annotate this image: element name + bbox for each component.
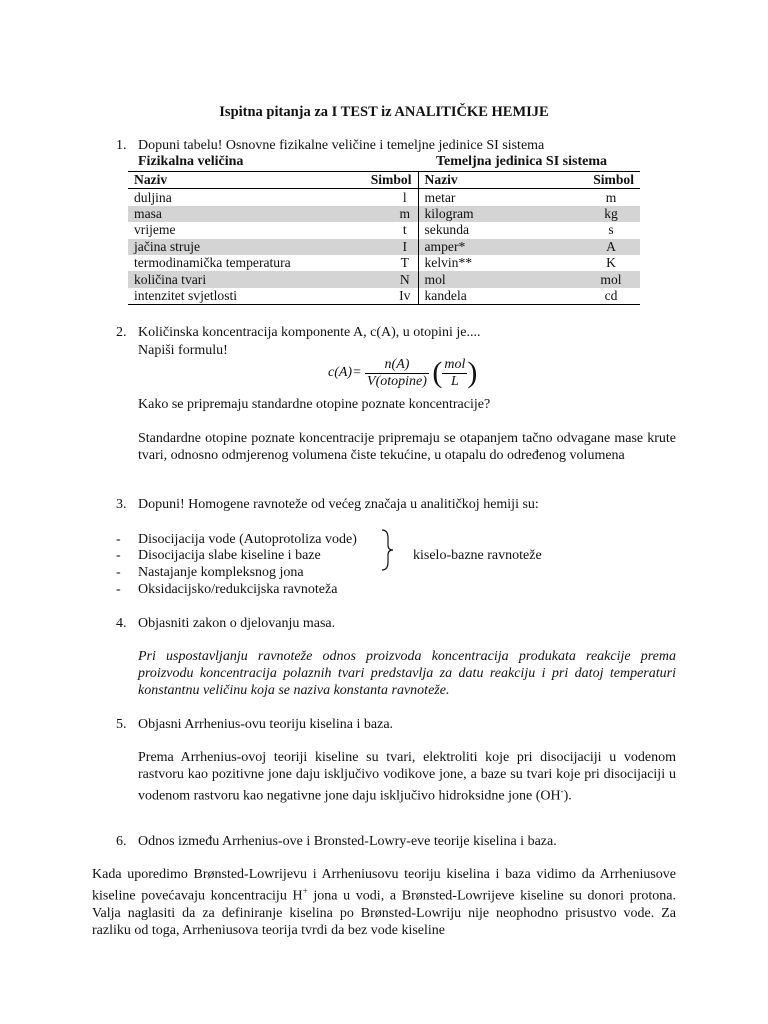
table-cell: kandela — [418, 288, 558, 305]
q4-number: 4. — [116, 616, 127, 631]
table-cell: količina tvari — [128, 271, 328, 287]
q5-answer-end: ). — [563, 788, 572, 804]
q5-answer-text: Prema Arrhenius-ovoj teoriji kiseline su tvari, elektroliti koje pri disocijaciji u vodenom rastvoru kao pozitivne jone daju isključivo vodikove jone, a baze su tvari koje pri disocijaciji u vodenom rastvoru kao negativne jone daju isključivo hidroksidne jone (OH — [138, 750, 676, 804]
table-cell: metar — [418, 189, 558, 206]
table-header-row — [128, 172, 640, 189]
formula-fraction — [365, 357, 429, 390]
q6-number: 6. — [116, 834, 127, 849]
q3-item-1: Disocijacija vode (Autoprotoliza vode) — [138, 532, 357, 547]
si-units-table — [128, 171, 640, 305]
final-paragraph — [92, 866, 676, 939]
curly-brace-icon — [380, 528, 394, 572]
table-cell: kilogram — [418, 206, 558, 222]
bracket-label: kiselo-bazne ravnoteže — [413, 548, 542, 563]
table-cell: intenzitet svjetlosti — [128, 288, 328, 305]
table-cell: masa — [128, 206, 328, 222]
col-header: Simbol — [558, 172, 640, 189]
table-cell: T — [400, 255, 409, 271]
q3-item-2: Disocijacija slabe kiseline i baze — [138, 548, 321, 563]
col-header: Naziv — [418, 172, 558, 189]
list-dash: - — [116, 582, 121, 597]
table-cell: N — [328, 271, 418, 287]
table-cell: s — [608, 222, 614, 238]
table-cell: l — [402, 189, 407, 205]
formula-denominator: V(otopine) — [367, 373, 427, 389]
table-cell: A — [558, 239, 640, 255]
page-title: Ispitna pitanja za I TEST iz ANALITIČKE HEMIJE — [219, 104, 549, 120]
table-cell: jačina struje — [128, 239, 328, 255]
table-cell: Iv — [328, 288, 418, 305]
table-cell: cd — [558, 288, 640, 305]
table-row — [128, 255, 640, 271]
table-cell: amper* — [418, 239, 558, 255]
table-cell: m — [605, 189, 617, 205]
paren-close: ) — [467, 356, 478, 389]
paren-open: ( — [432, 356, 443, 389]
q3-item-4: Oksidacijsko/redukcijska ravnoteža — [138, 582, 338, 597]
q6-text: Odnos između Arrhenius-ove i Bronsted-Lowry-eve teorije kiselina i baza. — [138, 834, 557, 849]
list-dash: - — [116, 565, 121, 580]
q1-number: 1. — [116, 138, 127, 153]
group-right-heading: Temeljna jedinica SI sistema — [436, 154, 607, 169]
group-left-heading: Fizikalna veličina — [138, 154, 244, 169]
q3-number: 3. — [116, 497, 127, 512]
list-dash: - — [116, 532, 121, 547]
final-superscript: + — [302, 886, 308, 896]
table-cell: sekunda — [418, 222, 558, 238]
q4-text: Objasniti zakon o djelovanju masa. — [138, 616, 336, 631]
table-cell: m — [328, 206, 418, 222]
q1-text: Dopuni tabelu! Osnovne fizikalne veličine i temeljne jedinice SI sistema — [138, 138, 545, 153]
q2-answer: Standardne otopine poznate koncentracije pripremaju se otapanjem tačno odvagane mase krute tvari, odnosno odmjerenog volumena čiste tekućine, u otapalu do određenog volumena — [138, 431, 676, 463]
table-cell: termodinamička temperatura — [134, 255, 291, 271]
q4-answer: Pri uspostavljanju ravnoteže odnos proizvoda koncentracija produkata reakcije prema proizvodu koncentracija polaznih tvari predstavlja za datu reakciju i pri datoj temperaturi konstantnu veličinu koja se naziva konstanta ravnoteže. — [138, 649, 676, 698]
col-header: Simbol — [328, 172, 418, 189]
q5-number: 5. — [116, 717, 127, 732]
final-text-end: jona u vodi, a Brønsted-Lowrijeve kiseline su donori protona. Valja naglasiti da za definiranje kiselina po Brønsted-Lowriju nije neophodno prisustvo vode. Za razliku od toga, Arrheniusova teorija tvrdi da bez vode kiseline — [92, 888, 676, 938]
q2-question: Kako se pripremaju standardne otopine poznate koncentracije? — [138, 397, 491, 412]
table-cell: mol — [558, 271, 640, 287]
q3-text: Dopuni! Homogene ravnoteže od većeg značaja u analitičkoj hemiji su: — [138, 497, 539, 512]
table-cell: I — [328, 239, 418, 255]
table-row — [128, 288, 640, 305]
table-row — [128, 189, 640, 206]
q3-item-3: Nastajanje kompleksnog jona — [138, 565, 304, 580]
formula-numerator: n(A) — [365, 357, 429, 374]
concentration-formula — [328, 356, 477, 390]
table-row — [128, 239, 640, 255]
q5-answer — [138, 749, 676, 805]
table-cell: K — [606, 255, 616, 271]
q2-line1: Količinska koncentracija komponente A, c(A), u otopini je.... — [138, 325, 481, 340]
formula-lhs: c(A)= — [328, 365, 362, 380]
q5-answer-superscript: - — [560, 786, 564, 796]
col-header: Naziv — [128, 172, 328, 189]
q2-number: 2. — [116, 325, 127, 340]
list-dash: - — [116, 548, 121, 563]
table-cell: kg — [558, 206, 640, 222]
q2-line2: Napiši formulu! — [138, 343, 228, 358]
table-cell: duljina — [134, 189, 172, 205]
unit-numerator: mol — [444, 356, 466, 372]
unit-denominator: L — [451, 373, 459, 389]
unit-fraction — [442, 357, 467, 390]
table-cell: t — [402, 222, 407, 238]
table-cell: mol — [418, 271, 558, 287]
final-text: Kada uporedimo Brønsted-Lowrijevu i Arrheniusovu teoriju kiselina i baza vidimo da Arrheniusove kiseline povećavaju koncentraciju H — [92, 867, 676, 904]
table-cell: vrijeme — [134, 222, 176, 238]
table-cell: kelvin** — [418, 255, 558, 271]
table-row — [128, 222, 640, 238]
table-row — [128, 271, 640, 287]
table-row — [128, 206, 640, 222]
q5-text: Objasni Arrhenius-ovu teoriju kiselina i baza. — [138, 717, 394, 732]
